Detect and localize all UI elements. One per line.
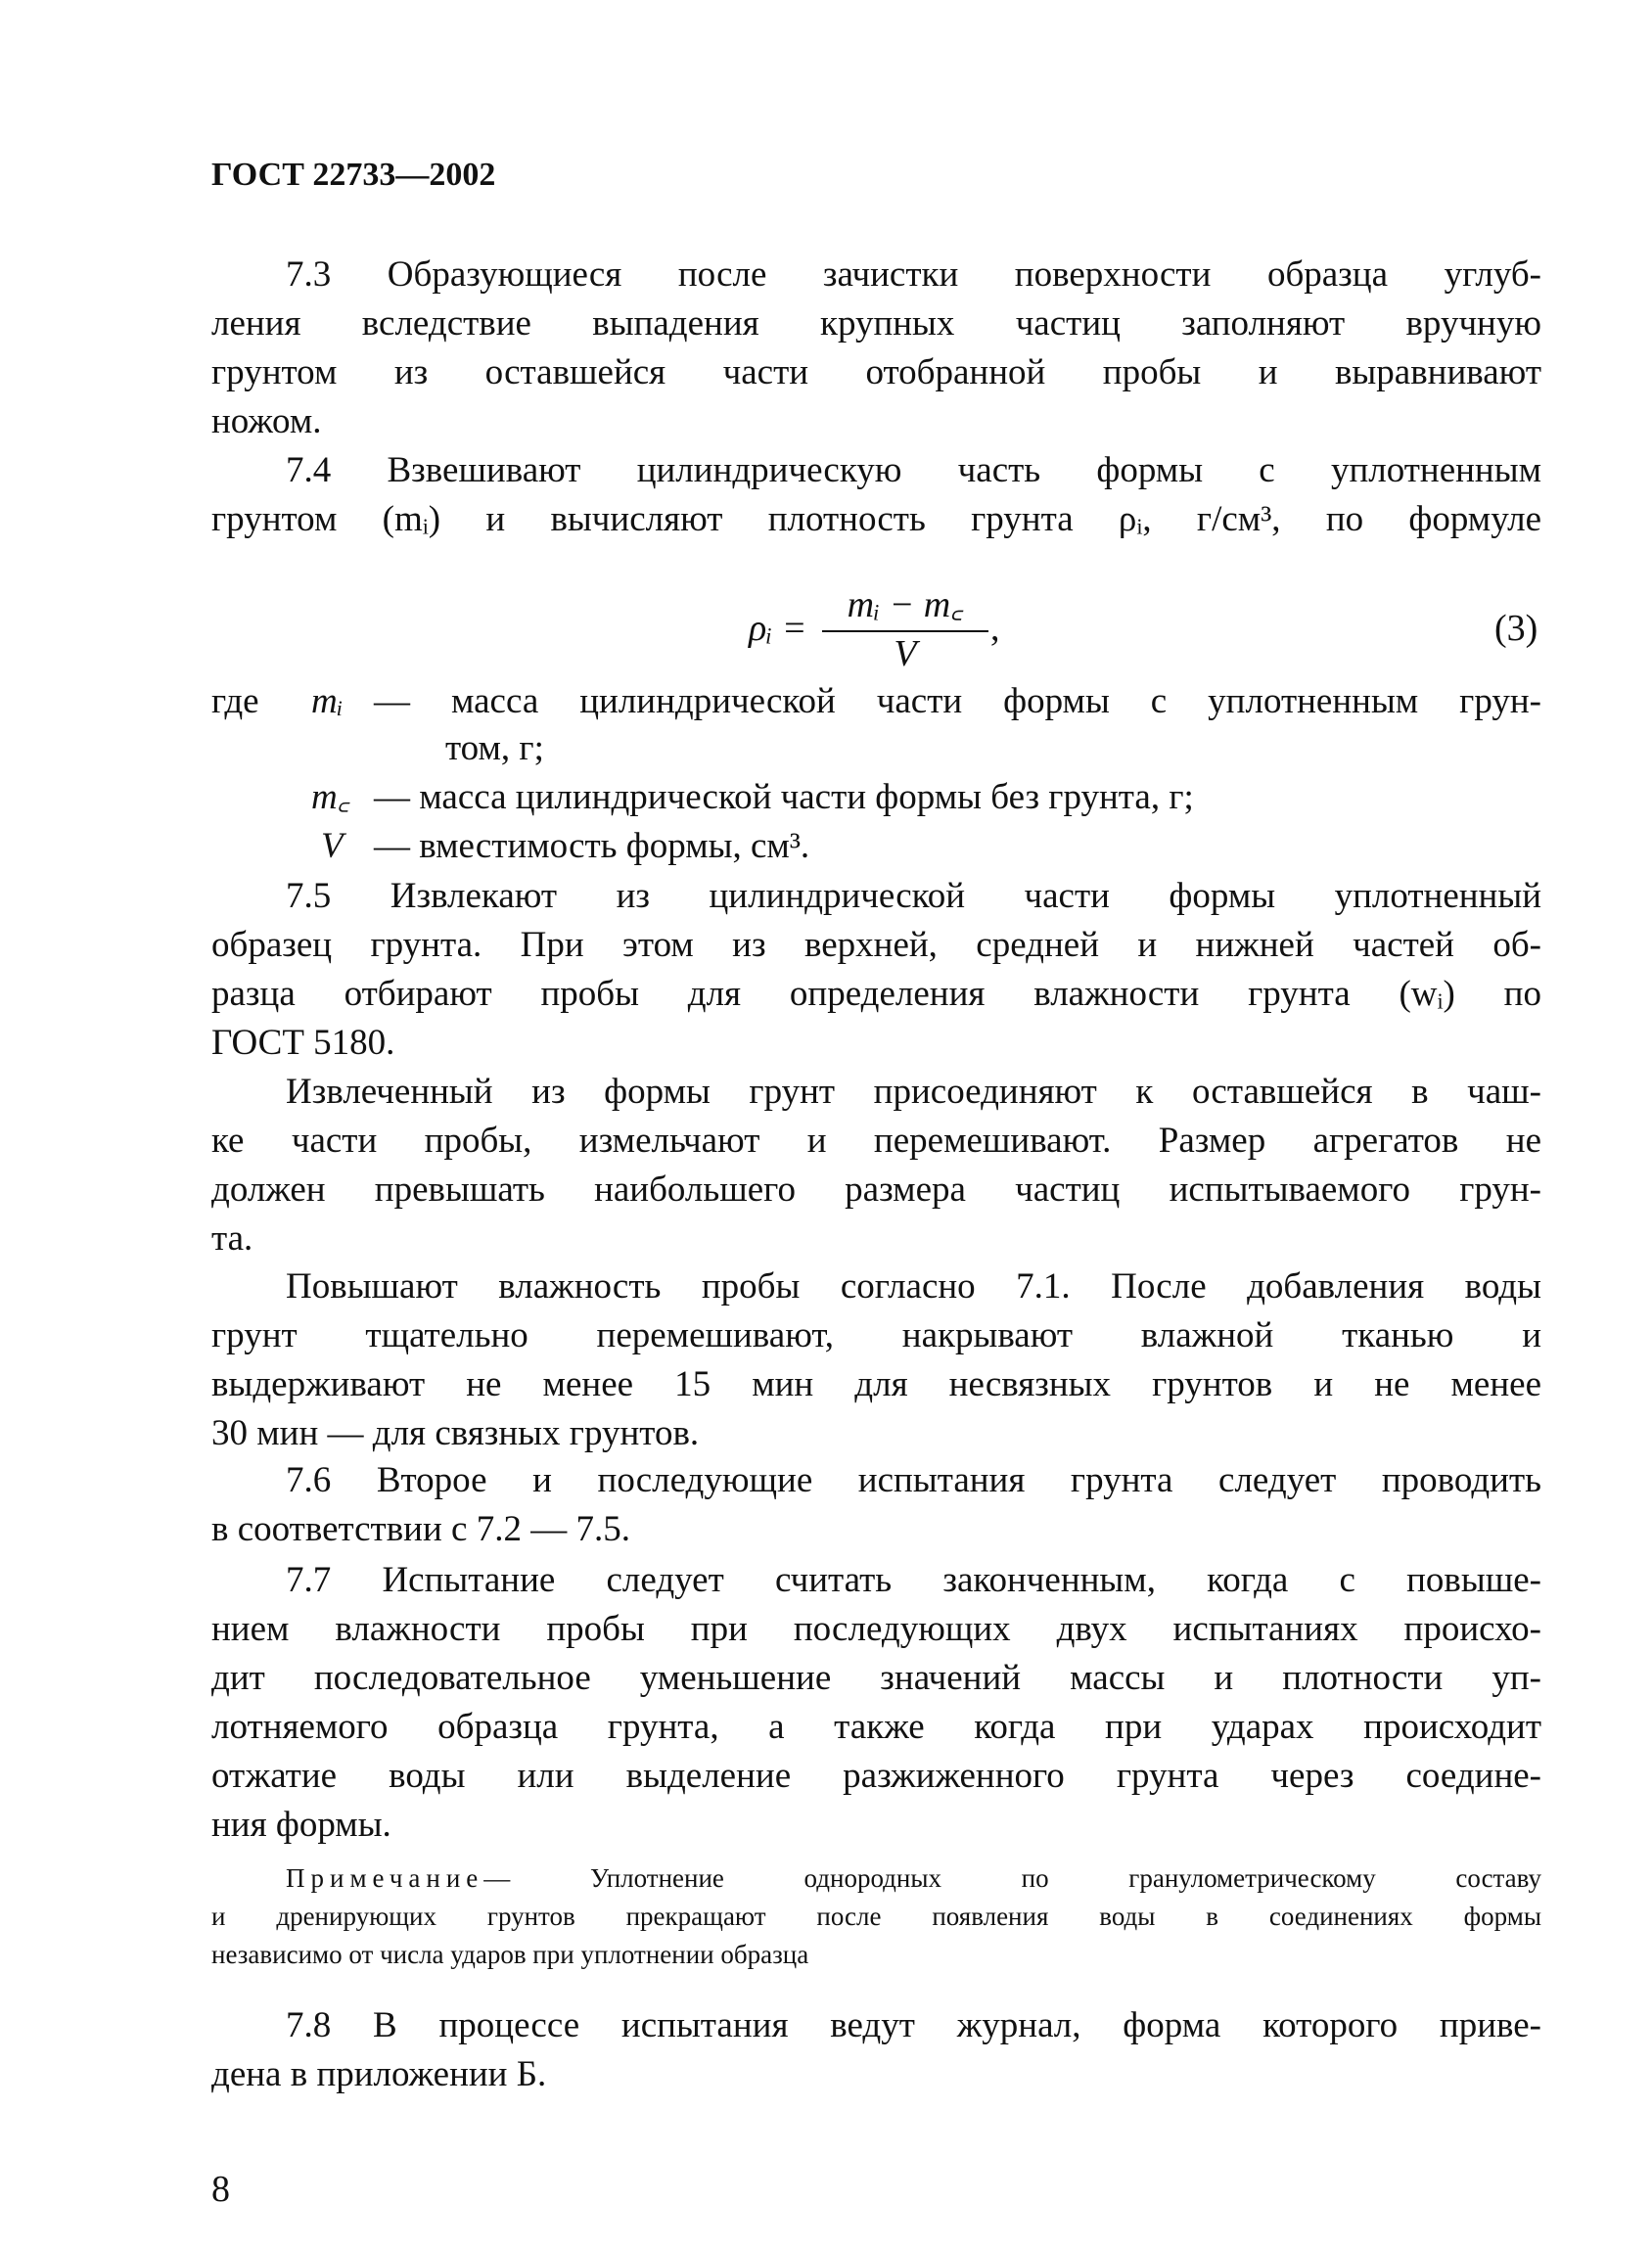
text-line: отжатие воды или выделение разжиженного грунта через соедине- — [211, 1756, 1541, 1796]
text-line: должен превышать наибольшего размера частиц испытываемого грун- — [211, 1170, 1541, 1210]
text-line: разца отбирают пробы для определения влажности грунта (wᵢ) по — [211, 974, 1541, 1014]
paragraph-7-8 — [211, 2001, 1541, 2099]
text-line: ния формы. — [211, 1805, 391, 1845]
text-line: образец грунта. При этом из верхней, средней и нижней частей об- — [211, 925, 1541, 965]
page-number: 8 — [211, 2169, 230, 2210]
text-line: 7.8 В процессе испытания ведут журнал, форма которого приве- — [286, 2005, 1541, 2045]
paragraph-7-3 — [211, 251, 1541, 446]
fraction — [822, 577, 988, 675]
text-line: в соответствии с 7.2 — 7.5. — [211, 1509, 630, 1549]
note-label: Примечание — [286, 1863, 484, 1893]
text-line: независимо от числа ударов при уплотнении образца — [211, 1940, 809, 1969]
where-label: где — [211, 681, 259, 721]
text-line: дена в приложении Б. — [211, 2054, 547, 2094]
text-line: ГОСТ 5180. — [211, 1023, 395, 1063]
text-line — [211, 1859, 1541, 1898]
paragraph-7-5-moisture — [211, 1262, 1541, 1458]
legend-text: — масса цилиндрической части формы без грунта, г; — [374, 777, 1194, 817]
text-line: ножом. — [211, 401, 322, 441]
text-line: ке части пробы, измельчают и перемешивают. Размер агрегатов не — [211, 1121, 1541, 1161]
text-line: 7.6 Второе и последующие испытания грунта следует проводить — [286, 1460, 1541, 1500]
note-text: — Уплотнение однородных по гранулометрическому составу — [483, 1863, 1541, 1893]
symbol: mᵢ — [311, 681, 344, 721]
formula-lhs: ρᵢ = — [749, 608, 807, 649]
document-header: ГОСТ 22733—2002 — [211, 157, 496, 193]
text-line: нием влажности пробы при последующих двух испытаниях происхо- — [211, 1609, 1541, 1649]
text-line: грунтом (mᵢ) и вычисляют плотность грунта ρᵢ, г/см³, по формуле — [211, 499, 1541, 539]
denominator: V — [894, 633, 917, 674]
numerator: mᵢ − m꜀ — [822, 577, 988, 632]
paragraph-7-5 — [211, 872, 1541, 1068]
text-line: грунтом из оставшейся части отобранной пробы и выравнивают — [211, 352, 1541, 392]
symbol: V — [321, 826, 344, 866]
text-line: 7.7 Испытание следует считать законченным, когда с повыше- — [286, 1560, 1541, 1600]
text-line: выдерживают не менее 15 мин для несвязных грунтов и не менее — [211, 1364, 1541, 1404]
text-line: Повышают влажность пробы согласно 7.1. После добавления воды — [286, 1266, 1541, 1307]
paragraph-7-6 — [211, 1456, 1541, 1554]
text-line: дит последовательное уменьшение значений массы и плотности уп- — [211, 1658, 1541, 1698]
text-line: и дренирующих грунтов прекращают после появления воды в соединениях формы — [211, 1902, 1541, 1931]
text-line: ления вследствие выпадения крупных частиц заполняют вручную — [211, 303, 1541, 344]
note — [211, 1859, 1541, 1974]
legend-text: том, г; — [445, 728, 544, 768]
text-line: 30 мин — для связных грунтов. — [211, 1413, 700, 1453]
legend-text: — масса цилиндрической части формы с уплотненным грун- — [374, 681, 1541, 721]
text-line: грунт тщательно перемешивают, накрывают влажной тканью и — [211, 1315, 1541, 1355]
formula-3 — [0, 577, 1652, 674]
symbol: m꜀ — [311, 777, 350, 817]
paragraph-7-4 — [211, 446, 1541, 544]
legend-text: — вместимость формы, см³. — [374, 826, 810, 866]
paragraph-7-5-extracted — [211, 1068, 1541, 1263]
formula-comma: , — [990, 608, 1000, 649]
text-line: лотняемого образца грунта, а также когда при ударах происходит — [211, 1707, 1541, 1747]
text-line: 7.4 Взвешивают цилиндрическую часть формы с уплотненным — [286, 450, 1541, 490]
text-line: 7.3 Образующиеся после зачистки поверхности образца углуб- — [286, 254, 1541, 295]
paragraph-7-7 — [211, 1556, 1541, 1850]
text-line: 7.5 Извлекают из цилиндрической части формы уплотненный — [286, 876, 1541, 916]
equation-number: (3) — [1494, 608, 1538, 649]
text-line: Извлеченный из формы грунт присоединяют к оставшейся в чаш- — [286, 1072, 1541, 1112]
text-line: та. — [211, 1218, 253, 1259]
